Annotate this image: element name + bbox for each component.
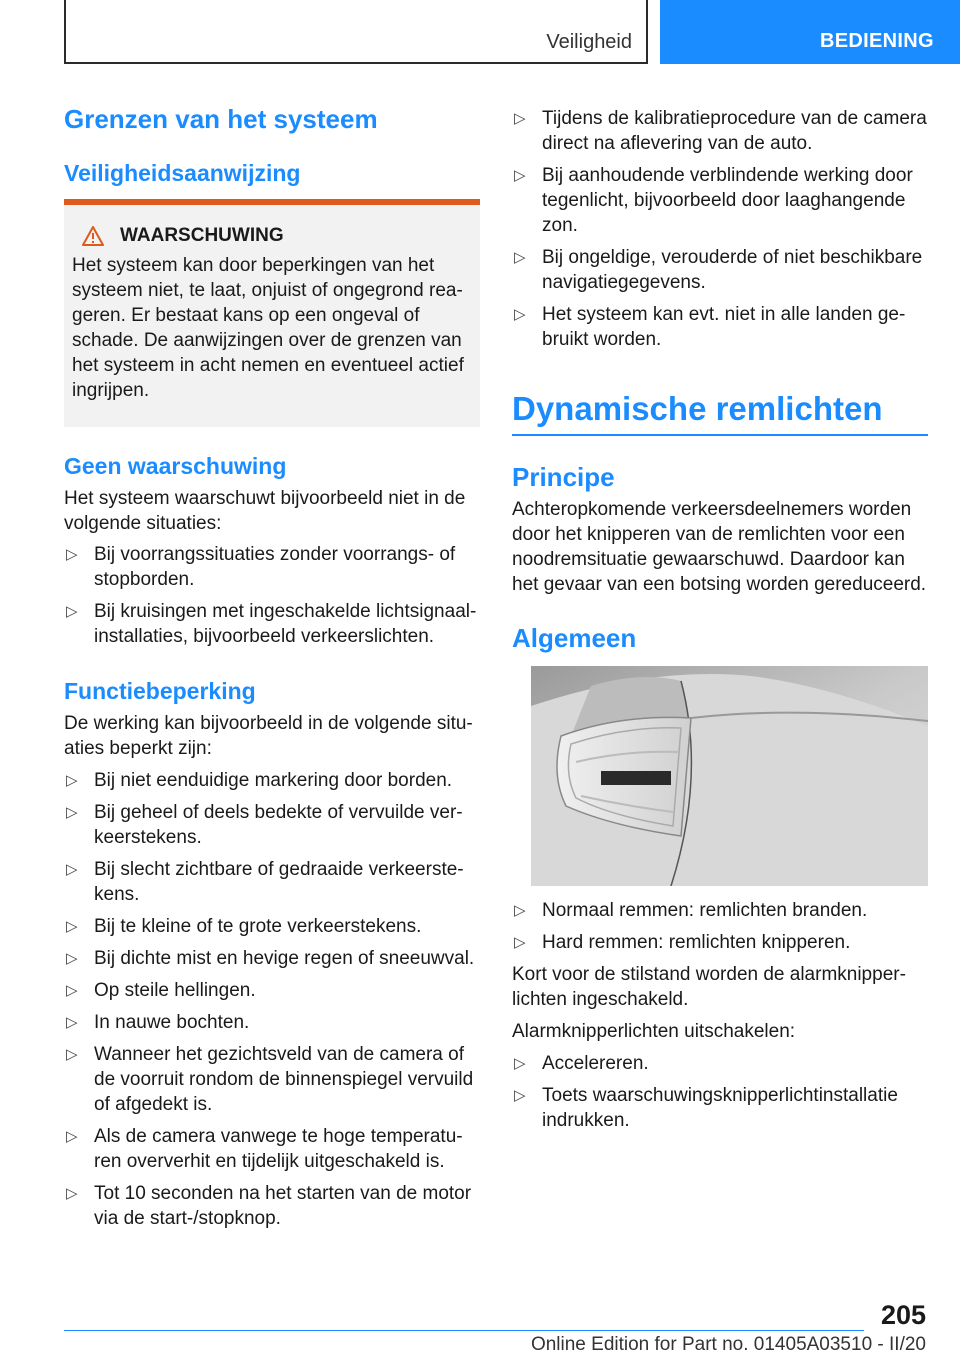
warning-title: WAARSCHUWING	[120, 225, 284, 246]
item-line: zon.	[542, 215, 578, 236]
intro-line: Het systeem waarschuwt bijvoorbeeld niet in de	[64, 488, 466, 509]
warning-line: systeem niet, te laat, onjuist of ongegrond rea-	[72, 280, 463, 301]
list-item	[64, 914, 480, 939]
triangle-bullet-icon: ▷	[66, 772, 78, 789]
principe-text	[512, 497, 928, 597]
text-line: lichten ingeschakeld.	[512, 989, 689, 1010]
alarm-list	[512, 1051, 928, 1133]
item-line: ren oververhit en tijdelijk uitgeschakeld is.	[94, 1151, 445, 1172]
item-line: Tijdens de kalibratieprocedure van de camera	[542, 108, 927, 129]
algemeen-title: Algemeen	[512, 623, 637, 653]
chapter-tab-label: BEDIENING	[820, 30, 934, 52]
triangle-bullet-icon: ▷	[66, 918, 78, 935]
item-line: navigatiegegevens.	[542, 272, 706, 293]
warning-text	[72, 253, 472, 403]
functiebeperking-section	[64, 678, 480, 1231]
list-item	[512, 930, 928, 955]
item-line: stopborden.	[94, 569, 195, 590]
item-line: bruikt worden.	[542, 329, 662, 350]
intro-line: aties beperkt zijn:	[64, 738, 212, 759]
item-line: Wanneer het gezichtsveld van de camera of	[94, 1044, 464, 1065]
triangle-bullet-icon: ▷	[66, 1185, 78, 1202]
item-line: Bij slecht zichtbare of gedraaide verkeerste-	[94, 859, 464, 880]
item-line: indrukken.	[542, 1110, 630, 1131]
triangle-bullet-icon: ▷	[514, 1087, 526, 1104]
tail-light-image	[531, 666, 928, 886]
item-line: Bij niet eenduidige markering door borden.	[94, 770, 453, 791]
chapter-tab[interactable]	[660, 0, 960, 64]
warning-header	[72, 225, 472, 247]
text-line: noodremsituatie gewaarschuwd. Daardoor kan	[512, 549, 905, 570]
item-line: Bij aanhoudende verblindende werking door	[542, 165, 913, 186]
text-line: door het knipperen van de remlichten voor een	[512, 524, 905, 545]
geen-intro	[64, 486, 480, 536]
item-line: Toets waarschuwingsknipperlichtinstallatie	[542, 1085, 898, 1106]
warning-line: geren. Er bestaat kans op een ongeval of	[72, 305, 420, 326]
list-item	[64, 599, 480, 649]
right-top-list	[512, 106, 928, 352]
warning-line: Het systeem kan door beperkingen van het	[72, 255, 435, 276]
item-line: Het systeem kan evt. niet in alle landen ge-	[542, 304, 906, 325]
list-item	[512, 245, 928, 295]
item-line: Hard remmen: remlichten knipperen.	[542, 932, 851, 953]
geen-title: Geen waarschuwing	[64, 453, 287, 479]
func-title: Functiebeperking	[64, 678, 256, 704]
triangle-bullet-icon: ▷	[66, 861, 78, 878]
dynamische-remlichten-section	[512, 390, 928, 654]
tail-light-illustration	[531, 666, 928, 886]
right-top-list-section	[512, 106, 928, 352]
triangle-bullet-icon: ▷	[66, 1128, 78, 1145]
item-line: kens.	[94, 884, 140, 905]
list-item	[64, 1010, 480, 1035]
algemeen-section	[512, 898, 928, 1133]
item-line: via de start-/stopknop.	[94, 1208, 281, 1229]
item-line: installaties, bijvoorbeeld verkeerslichten.	[94, 626, 435, 647]
triangle-bullet-icon: ▷	[66, 804, 78, 821]
geen-list	[64, 542, 480, 649]
geen-waarschuwing-section	[64, 453, 480, 649]
item-line: keerstekens.	[94, 827, 202, 848]
list-item	[512, 106, 928, 156]
item-line: of afgedekt is.	[94, 1094, 213, 1115]
item-line: de voorruit rondom de binnenspiegel vervuild	[94, 1069, 474, 1090]
item-line: Bij te kleine of te grote verkeerstekens.	[94, 916, 422, 937]
list-item	[512, 1051, 928, 1076]
list-item	[64, 800, 480, 850]
triangle-bullet-icon: ▷	[66, 546, 78, 563]
list-item	[512, 898, 928, 923]
kort-text	[512, 962, 928, 1012]
list-item	[512, 163, 928, 238]
triangle-bullet-icon: ▷	[514, 167, 526, 184]
page-number: 205	[880, 1300, 926, 1330]
item-line: Bij dichte mist en hevige regen of sneeuwval.	[94, 948, 475, 969]
item-line: Bij ongeldige, verouderde of niet beschikbare	[542, 247, 923, 268]
item-line: Normaal remmen: remlichten branden.	[542, 900, 868, 921]
list-item	[512, 302, 928, 352]
list-item	[64, 978, 480, 1003]
triangle-bullet-icon: ▷	[66, 1046, 78, 1063]
intro-line: De werking kan bijvoorbeeld in de volgende situ-	[64, 713, 473, 734]
list-item	[64, 946, 480, 971]
triangle-bullet-icon: ▷	[514, 110, 526, 127]
item-line: Op steile hellingen.	[94, 980, 256, 1001]
text-line: Kort voor de stilstand worden de alarmknipper-	[512, 964, 906, 985]
list-item	[64, 768, 480, 793]
header-section-box	[64, 0, 648, 64]
item-line: Accelereren.	[542, 1053, 649, 1074]
algemeen-list	[512, 898, 928, 955]
warning-line: ingrijpen.	[72, 380, 150, 401]
func-intro	[64, 711, 480, 761]
alarm-intro: Alarmknipperlichten uitschakelen:	[512, 1021, 796, 1042]
item-line: Als de camera vanwege te hoge temperatu-	[94, 1126, 463, 1147]
triangle-bullet-icon: ▷	[66, 950, 78, 967]
list-item	[64, 1181, 480, 1231]
section-name: Veiligheid	[546, 31, 632, 53]
warning-line: schade. De aanwijzingen over de grenzen van	[72, 330, 462, 351]
heading-rule	[512, 434, 928, 436]
item-line: Bij geheel of deels bedekte of vervuilde ver-	[94, 802, 463, 823]
item-line: tegenlicht, bijvoorbeeld door laaghangende	[542, 190, 906, 211]
item-line: Tot 10 seconden na het starten van de motor	[94, 1183, 472, 1204]
text-line: het gevaar van een botsing worden gereduceerd.	[512, 574, 927, 595]
section-title: Grenzen van het systeem	[64, 104, 378, 134]
triangle-bullet-icon: ▷	[514, 1055, 526, 1072]
triangle-bullet-icon: ▷	[514, 306, 526, 323]
chapter-heading: Dynamische remlichten	[512, 390, 883, 427]
warning-box	[64, 199, 480, 427]
triangle-bullet-icon: ▷	[66, 603, 78, 620]
func-list	[64, 768, 480, 1231]
triangle-bullet-icon: ▷	[66, 982, 78, 999]
warning-line: het systeem in acht nemen en eventueel actief	[72, 355, 464, 376]
list-item	[64, 542, 480, 592]
triangle-bullet-icon: ▷	[66, 1014, 78, 1031]
triangle-bullet-icon: ▷	[514, 249, 526, 266]
item-line: direct na aflevering van de auto.	[542, 133, 813, 154]
list-item	[64, 857, 480, 907]
triangle-bullet-icon: ▷	[514, 934, 526, 951]
intro-line: volgende situaties:	[64, 513, 222, 534]
item-line: Bij voorrangssituaties zonder voorrangs- of	[94, 544, 456, 565]
list-item	[64, 1124, 480, 1174]
item-line: In nauwe bochten.	[94, 1012, 250, 1033]
list-item	[64, 1042, 480, 1117]
warning-triangle-icon	[82, 226, 104, 246]
list-item	[512, 1083, 928, 1133]
text-line: Achteropkomende verkeersdeelnemers worden	[512, 499, 912, 520]
principe-title: Principe	[512, 462, 615, 492]
footer-rule	[64, 1330, 864, 1331]
triangle-bullet-icon: ▷	[514, 902, 526, 919]
item-line: Bij kruisingen met ingeschakelde lichtsignaal-	[94, 601, 477, 622]
subsection-title: Veiligheidsaanwijzing	[64, 160, 301, 186]
footer-edition-text: Online Edition for Part no. 01405A03510 - II/20	[530, 1334, 926, 1355]
